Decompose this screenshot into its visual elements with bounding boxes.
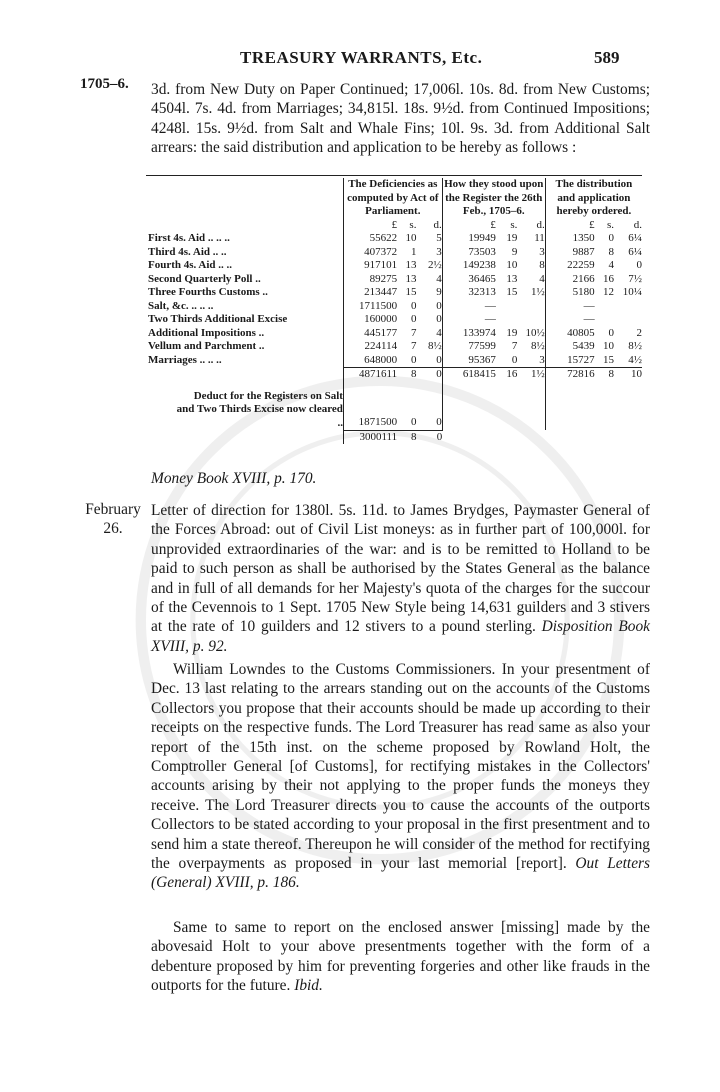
year-marker: 1705–6. bbox=[80, 76, 129, 92]
page-header bbox=[0, 48, 720, 72]
running-title: TREASURY WARRANTS, Etc. bbox=[240, 48, 483, 67]
table-header-row bbox=[148, 178, 642, 219]
table-row bbox=[148, 300, 642, 314]
total-pounds: 618415 bbox=[442, 368, 496, 390]
amount-shillings: 12 bbox=[603, 286, 614, 298]
amount-pounds: 9887 bbox=[545, 246, 594, 260]
amount-pounds: 445177 bbox=[343, 327, 397, 341]
row-label: Fourth 4s. Aid .. .. bbox=[148, 259, 233, 271]
amount-pounds: 73503 bbox=[442, 246, 496, 260]
amount-pounds: 77599 bbox=[442, 340, 496, 354]
col-register-header: How they stood upon the Register the 26th Feb., 1705–6. bbox=[444, 178, 544, 217]
amount-pounds: 1711500 bbox=[343, 300, 397, 314]
empty-cell bbox=[595, 390, 614, 431]
entry-lowndes-customs bbox=[151, 660, 650, 893]
amount-pence: 7½ bbox=[628, 272, 642, 285]
amount-shillings: 7 bbox=[511, 340, 518, 352]
empty-cell bbox=[442, 390, 496, 431]
date-month: February bbox=[85, 501, 141, 518]
amount-shillings: 13 bbox=[506, 272, 518, 285]
amount-pence: 11 bbox=[534, 232, 545, 244]
amount-pence bbox=[614, 300, 642, 314]
unit-pounds: £ bbox=[343, 219, 397, 233]
total-pounds: 4871611 bbox=[343, 368, 397, 390]
total-pence: 1½ bbox=[517, 368, 545, 390]
totals-row bbox=[148, 368, 642, 390]
amount-shillings: 7 bbox=[410, 340, 417, 352]
amount-pence: 0 bbox=[636, 259, 642, 271]
net-row bbox=[148, 430, 642, 444]
amount-shillings: 10 bbox=[405, 232, 417, 244]
amount-pounds: 89275 bbox=[343, 273, 397, 287]
amount-pence: 4 bbox=[436, 272, 442, 285]
amount-pounds: 5180 bbox=[545, 286, 594, 300]
table-top-rule bbox=[146, 175, 642, 176]
amount-shillings: 4 bbox=[608, 259, 614, 271]
deduct-label: Deduct for the Registers on Salt and Two Thirds Excise now cleared .. bbox=[176, 389, 343, 429]
empty-cell bbox=[517, 390, 545, 431]
deficiencies-table bbox=[148, 178, 642, 444]
date-day: 26. bbox=[103, 520, 123, 538]
intro-paragraph: 3d. from New Duty on Paper Continued; 17,006l. 10s. 8d. from New Customs; 4504l. 7s. 4d. from Marriages; 34,815l. 18s. 9½d. from Continued Impositions; 4248l. 15s. 9½d. from Salt and Whale Fins; 10l. 9s. 3d. from Additional Salt arrears: the said distribution and application to be hereby as follows : bbox=[151, 81, 650, 157]
table-row bbox=[148, 340, 642, 354]
amount-pounds: — bbox=[442, 313, 496, 327]
amount-pence: 8½ bbox=[628, 340, 642, 352]
amount-shillings: 0 bbox=[511, 353, 518, 366]
amount-pounds: 213447 bbox=[343, 286, 397, 300]
amount-pounds: 32313 bbox=[442, 286, 496, 300]
deduct-pence: 0 bbox=[436, 416, 442, 428]
page-number: 589 bbox=[594, 48, 620, 67]
table-row bbox=[148, 354, 642, 368]
unit-pence: d. bbox=[633, 218, 642, 231]
amount-shillings: 10 bbox=[506, 259, 518, 271]
amount-pence: 10¼ bbox=[622, 286, 642, 298]
amount-pence: 0 bbox=[436, 353, 442, 366]
row-label: Marriages .. .. .. bbox=[148, 353, 222, 366]
net-label bbox=[148, 430, 343, 444]
amount-pounds: 40805 bbox=[545, 327, 594, 341]
net-pounds: 3000111 bbox=[343, 430, 397, 444]
entry-reference: Ibid. bbox=[294, 977, 323, 995]
amount-pence: 0 bbox=[436, 299, 442, 312]
amount-shillings: 0 bbox=[608, 232, 614, 244]
deduct-shillings: 0 bbox=[410, 416, 417, 428]
net-shillings: 8 bbox=[397, 430, 416, 444]
amount-pence bbox=[614, 313, 642, 327]
amount-pence bbox=[517, 300, 545, 314]
date-marker bbox=[80, 500, 146, 539]
amount-shillings: 15 bbox=[603, 353, 614, 366]
totals-label bbox=[148, 368, 343, 390]
amount-shillings: 0 bbox=[410, 353, 417, 366]
amount-pounds: 149238 bbox=[442, 259, 496, 273]
amount-pence: 5 bbox=[436, 232, 442, 244]
amount-shillings: 8 bbox=[608, 245, 614, 258]
table-row bbox=[148, 327, 642, 341]
amount-pence: 3 bbox=[436, 245, 442, 258]
amount-shillings: 0 bbox=[608, 326, 614, 339]
col-deficiencies-header: The Deficiencies as computed by Act of Parliament. bbox=[343, 178, 442, 219]
entry-text: Same to same to report on the enclosed answer [missing] made by the abovesaid Holt to your above presentments together with the form of a debenture proposed by him for preventing forgeries and other like frauds in the outports for the future. bbox=[151, 919, 650, 995]
empty-cell bbox=[545, 390, 594, 431]
units-row bbox=[148, 219, 642, 233]
amount-shillings: 9 bbox=[511, 245, 518, 258]
amount-pence: 10½ bbox=[525, 326, 545, 339]
amount-shillings: 0 bbox=[410, 299, 417, 312]
amount-pounds: 224114 bbox=[343, 340, 397, 354]
amount-pence: 9 bbox=[436, 286, 442, 298]
amount-shillings bbox=[595, 313, 614, 327]
entry-letter-of-direction bbox=[151, 501, 650, 656]
amount-pounds: 407372 bbox=[343, 246, 397, 260]
amount-shillings: 13 bbox=[405, 259, 417, 271]
amount-pence: 3 bbox=[539, 353, 545, 366]
amount-pence: 0 bbox=[436, 313, 442, 325]
amount-shillings: 15 bbox=[506, 286, 518, 298]
row-label: Second Quarterly Poll .. bbox=[148, 272, 261, 285]
amount-pence: 2 bbox=[636, 326, 642, 339]
unit-shillings: s. bbox=[409, 218, 417, 231]
amount-pounds: 22259 bbox=[545, 259, 594, 273]
amount-pounds: 95367 bbox=[442, 354, 496, 368]
amount-shillings: 19 bbox=[506, 232, 518, 244]
amount-pence: 8 bbox=[539, 259, 545, 271]
amount-pounds: 36465 bbox=[442, 273, 496, 287]
amount-pounds: 1350 bbox=[545, 232, 594, 246]
amount-pounds: 917101 bbox=[343, 259, 397, 273]
col-distribution-header: The distribution and application hereby ordered. bbox=[545, 178, 642, 219]
entry-reference: Out Letters (General) XVIII, p. 186. bbox=[151, 855, 650, 892]
table-body bbox=[148, 232, 642, 444]
amount-shillings: 16 bbox=[603, 272, 614, 285]
amount-shillings bbox=[496, 313, 517, 327]
amount-pence: 1½ bbox=[531, 286, 545, 298]
row-label: Vellum and Parchment .. bbox=[148, 340, 265, 352]
table-row bbox=[148, 313, 642, 327]
entry-holt-answer bbox=[151, 918, 650, 996]
unit-shillings: s. bbox=[606, 218, 614, 231]
row-label: Additional Impositions .. bbox=[148, 326, 265, 339]
amount-pence: 8½ bbox=[531, 340, 545, 352]
deduct-row bbox=[148, 390, 642, 431]
amount-shillings: 0 bbox=[410, 313, 417, 325]
amount-shillings bbox=[595, 300, 614, 314]
amount-shillings: 19 bbox=[506, 326, 518, 339]
row-label: Two Thirds Additional Excise bbox=[148, 313, 288, 325]
amount-pounds: — bbox=[442, 300, 496, 314]
amount-pounds: 15727 bbox=[545, 354, 594, 368]
total-pence: 0 bbox=[416, 368, 442, 390]
empty-cell bbox=[496, 390, 517, 431]
table-row bbox=[148, 232, 642, 246]
entry-text: Letter of direction for 1380l. 5s. 11d. to James Brydges, Paymaster General of the Forces Abroad: out of Civil List moneys: as in further part of 100,000l. for unprovided extraordinaries of the war: and is to be remitted to Holland to be paid to such person as shall be authorised by the States General as the balance and in full of all demands for her Majesty's quota of the charges for the succour of the Cevennois to 1 Sept. 1705 New Style being 14,631 guilders and 3 stivers at the rate of 10 guilders and 12 stivers to a pound sterling. bbox=[151, 502, 650, 636]
amount-pence: 8½ bbox=[427, 340, 442, 352]
amount-pounds: 160000 bbox=[343, 313, 397, 327]
amount-pence bbox=[517, 313, 545, 327]
total-pence: 10 bbox=[614, 368, 642, 390]
amount-shillings: 10 bbox=[603, 340, 614, 352]
row-label: Three Fourths Customs .. bbox=[148, 286, 268, 298]
unit-shillings: s. bbox=[510, 218, 518, 231]
amount-pounds: 133974 bbox=[442, 327, 496, 341]
total-shillings: 8 bbox=[595, 368, 614, 390]
amount-shillings: 13 bbox=[405, 272, 417, 285]
amount-pence: 6¼ bbox=[628, 245, 642, 258]
amount-shillings: 15 bbox=[405, 286, 417, 298]
amount-pounds: 2166 bbox=[545, 273, 594, 287]
total-shillings: 16 bbox=[496, 368, 517, 390]
table-row bbox=[148, 246, 642, 260]
row-label: Third 4s. Aid .. .. bbox=[148, 245, 227, 258]
table-row bbox=[148, 273, 642, 287]
amount-pence: 6¼ bbox=[628, 232, 642, 244]
net-pence: 0 bbox=[416, 430, 442, 444]
amount-pounds: 5439 bbox=[545, 340, 594, 354]
amount-pounds: — bbox=[545, 313, 594, 327]
amount-pounds: — bbox=[545, 300, 594, 314]
label-column-header bbox=[148, 178, 343, 219]
amount-shillings bbox=[496, 300, 517, 314]
amount-shillings: 7 bbox=[410, 326, 417, 339]
table-row bbox=[148, 259, 642, 273]
amount-shillings: 1 bbox=[410, 245, 417, 258]
total-shillings: 8 bbox=[397, 368, 416, 390]
unit-pounds: £ bbox=[545, 219, 594, 233]
row-label: Salt, &c. .. .. .. bbox=[148, 299, 214, 312]
amount-pounds: 19949 bbox=[442, 232, 496, 246]
entry-reference: Disposition Book XVIII, p. 92. bbox=[151, 618, 650, 655]
entry-text: William Lowndes to the Customs Commissioners. In your presentment of Dec. 13 last relating to the arrears standing out on the accounts of the Customs Collectors you propose that their accounts should be made up according to their receipts on the respective funds. The Lord Treasurer has read same as also your report of the 15th inst. on the scheme proposed by Rowland Holt, the Comptroller General [of Customs], for rectifying mistakes in the Collectors' accounts arising by their not applying to the proper funds the moneys they receive. The Lord Treasurer directs you to cause the accounts of the outports Collectors to be stated according to your proposal in the first presentment and to send him a state thereof. Thereupon he will consider of the method for rectifying the overpayments as proposed in your last memorial [report]. bbox=[151, 661, 650, 873]
table-caption: Money Book XVIII, p. 170. bbox=[151, 470, 317, 487]
unit-pence: d. bbox=[433, 218, 442, 231]
row-label: First 4s. Aid .. .. .. bbox=[148, 232, 230, 244]
empty-cell bbox=[614, 390, 642, 431]
amount-pounds: 55622 bbox=[343, 232, 397, 246]
unit-pounds: £ bbox=[442, 219, 496, 233]
total-pounds: 72816 bbox=[545, 368, 594, 390]
amount-pence: 2½ bbox=[427, 259, 442, 271]
amount-pence: 4½ bbox=[628, 353, 642, 366]
amount-pence: 4 bbox=[436, 326, 442, 339]
amount-pounds: 648000 bbox=[343, 354, 397, 368]
amount-pence: 3 bbox=[539, 245, 545, 258]
deduct-pounds: 1871500 bbox=[343, 390, 397, 431]
amount-pence: 4 bbox=[539, 272, 545, 285]
unit-pence: d. bbox=[536, 218, 545, 231]
table-row bbox=[148, 286, 642, 300]
